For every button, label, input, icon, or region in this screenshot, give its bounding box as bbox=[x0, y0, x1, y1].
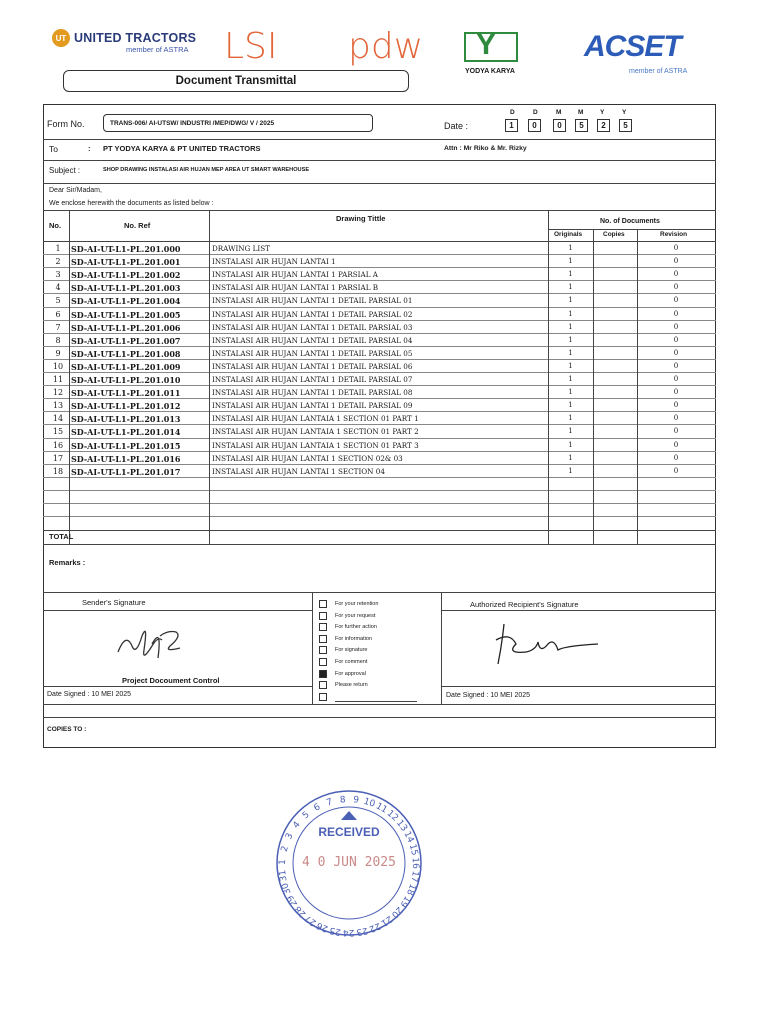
date-header-d2: D bbox=[533, 109, 538, 116]
row-drawing-title: INSTALASI AIR HUJAN LANTAI 1 SECTION 02& 03 bbox=[212, 453, 403, 463]
stamp-day-number: 21 bbox=[378, 913, 394, 928]
date-header-d1: D bbox=[510, 109, 515, 116]
stamp-day-number: 29 bbox=[285, 893, 301, 909]
stamp-day-number: 18 bbox=[404, 882, 418, 897]
sender-role: Project Docoument Control bbox=[122, 676, 220, 685]
to-value: PT YODYA KARYA & PT UNITED TRACTORS bbox=[103, 144, 261, 153]
recipient-signature-label: Authorized Recipient's Signature bbox=[470, 600, 579, 609]
stamp-day-number: 31 bbox=[277, 869, 290, 882]
document-title: Document Transmittal bbox=[63, 70, 409, 92]
acset-logo: ACSET bbox=[584, 30, 681, 63]
stamp-day-number: 8 bbox=[339, 795, 347, 806]
stamp-day-number: 6 bbox=[312, 802, 323, 814]
row-revision: 0 bbox=[673, 375, 679, 383]
sender-signature-label: Sender's Signature bbox=[82, 598, 146, 607]
ut-logo-icon: UT bbox=[52, 29, 70, 47]
row-revision: 0 bbox=[673, 309, 679, 318]
col-header-no: No. bbox=[49, 221, 62, 230]
date-header-y1: Y bbox=[600, 109, 605, 116]
row-drawing-title: INSTALASI AIR HUJAN LANTAIA 1 SECTION 01 PART 1 bbox=[212, 414, 419, 424]
row-ref: SD-AI-UT-L1-PL.201.009 bbox=[71, 361, 181, 372]
row-drawing-title: INSTALASI AIR HUJAN LANTAI 1 PARSIAL A bbox=[212, 270, 378, 280]
row-revision: 0 bbox=[673, 348, 679, 357]
row-ref: SD-AI-UT-L1-PL.201.003 bbox=[71, 283, 181, 294]
col-header-ref: No. Ref bbox=[124, 221, 151, 230]
row-originals: 1 bbox=[568, 361, 573, 370]
row-ref: SD-AI-UT-L1-PL.201.008 bbox=[71, 348, 181, 359]
row-number: 8 bbox=[55, 335, 61, 345]
subject-label: Subject : bbox=[49, 166, 81, 175]
row-drawing-title: INSTALASI AIR HUJAN LANTAI 1 DETAIL PARSIAL 04 bbox=[212, 335, 413, 345]
total-label: TOTAL bbox=[49, 532, 74, 541]
row-revision: 0 bbox=[673, 270, 679, 279]
row-number: 15 bbox=[52, 427, 64, 437]
to-colon: : bbox=[88, 144, 91, 153]
row-number: 7 bbox=[55, 322, 61, 332]
col-header-revision: Revision bbox=[660, 231, 688, 238]
row-drawing-title: INSTALASI AIR HUJAN LANTAI 1 DETAIL PARSIAL 09 bbox=[212, 401, 413, 411]
checkbox-1[interactable] bbox=[319, 612, 327, 620]
row-originals: 1 bbox=[568, 414, 573, 423]
stamp-date-text: 4 0 JUN 2025 bbox=[302, 855, 396, 870]
to-label: To bbox=[49, 144, 58, 154]
checkbox-label: For your retention bbox=[335, 601, 379, 607]
stamp-day-number: 28 bbox=[293, 903, 309, 919]
row-ref: SD-AI-UT-L1-PL.201.002 bbox=[71, 270, 181, 281]
form-no-label: Form No. bbox=[47, 119, 85, 129]
row-drawing-title: INSTALASI AIR HUJAN LANTAI 1 bbox=[212, 257, 336, 267]
row-revision: 0 bbox=[673, 322, 679, 331]
row-ref: SD-AI-UT-L1-PL.201.001 bbox=[71, 257, 181, 268]
row-revision: 0 bbox=[673, 414, 679, 423]
checkbox-7[interactable] bbox=[319, 681, 327, 689]
date-header-m2: M bbox=[578, 109, 584, 116]
row-originals: 1 bbox=[568, 257, 573, 266]
remarks-label: Remarks : bbox=[49, 558, 86, 567]
checkbox-3[interactable] bbox=[319, 635, 327, 643]
row-revision: 0 bbox=[673, 388, 679, 397]
row-originals: 1 bbox=[568, 348, 573, 357]
date-digit-6: 5 bbox=[619, 119, 632, 132]
row-drawing-title: INSTALASI AIR HUJAN LANTAI 1 DETAIL PARSIAL 07 bbox=[212, 375, 413, 384]
row-originals: 1 bbox=[568, 335, 573, 344]
handwritten-mark-1: LSI bbox=[224, 26, 278, 67]
stamp-day-number: 9 bbox=[352, 795, 360, 806]
checkbox-label: For further action bbox=[335, 624, 377, 631]
row-drawing-title: INSTALASI AIR HUJAN LANTAI 1 DETAIL PARSIAL 05 bbox=[212, 348, 413, 358]
row-revision: 0 bbox=[673, 257, 679, 266]
checkbox-8[interactable] bbox=[319, 693, 327, 701]
date-label: Date : bbox=[444, 121, 469, 131]
row-number: 17 bbox=[52, 453, 64, 463]
row-originals: 1 bbox=[568, 427, 573, 436]
row-drawing-title: INSTALASI AIR HUJAN LANTAI 1 DETAIL PARSIAL 03 bbox=[212, 322, 413, 332]
row-drawing-title: INSTALASI AIR HUJAN LANTAI 1 DETAIL PARSIAL 01 bbox=[212, 296, 413, 306]
stamp-day-number: 19 bbox=[397, 893, 413, 909]
row-ref: SD-AI-UT-L1-PL.201.010 bbox=[71, 375, 181, 385]
recipient-date: Date Signed : 10 MEI 2025 bbox=[446, 692, 531, 699]
row-originals: 1 bbox=[568, 401, 573, 410]
row-revision: 0 bbox=[673, 466, 679, 475]
date-digit-1: 1 bbox=[505, 119, 518, 132]
company-name: UNITED TRACTORS bbox=[74, 31, 197, 45]
row-number: 18 bbox=[52, 466, 64, 476]
row-drawing-title: INSTALASI AIR HUJAN LANTAI 1 SECTION 04 bbox=[212, 466, 385, 476]
date-digit-2: 0 bbox=[528, 119, 541, 132]
row-drawing-title: INSTALASI AIR HUJAN LANTAI 1 PARSIAL B bbox=[212, 283, 379, 293]
row-originals: 1 bbox=[568, 283, 573, 292]
row-ref: SD-AI-UT-L1-PL.201.006 bbox=[71, 322, 181, 333]
checkbox-label: For information bbox=[335, 635, 372, 642]
row-revision: 0 bbox=[673, 453, 679, 462]
yodya-karya-logo-icon: Y bbox=[476, 28, 497, 61]
stamp-day-number: 24 bbox=[342, 926, 355, 938]
row-drawing-title: INSTALASI AIR HUJAN LANTAIA 1 SECTION 01 PART 3 bbox=[212, 440, 419, 450]
date-digit-5: 2 bbox=[597, 119, 610, 132]
row-ref: SD-AI-UT-L1-PL.201.015 bbox=[71, 440, 181, 451]
intro-text: We enclose herewith the documents as listed below : bbox=[49, 200, 214, 207]
row-number: 16 bbox=[52, 440, 64, 450]
row-ref: SD-AI-UT-L1-PL.201.017 bbox=[71, 466, 181, 477]
stamp-received-text: RECEIVED bbox=[318, 825, 380, 839]
stamp-day-number: 10 bbox=[362, 796, 377, 810]
stamp-day-number: 30 bbox=[280, 881, 294, 896]
row-originals: 1 bbox=[568, 440, 573, 449]
recipient-signature bbox=[492, 618, 612, 670]
stamp-day-number: 12 bbox=[384, 808, 400, 824]
row-number: 12 bbox=[52, 388, 64, 398]
row-revision: 0 bbox=[673, 283, 679, 292]
checkbox-5[interactable] bbox=[319, 658, 327, 666]
checkbox-label: For approval bbox=[335, 670, 366, 677]
row-ref: SD-AI-UT-L1-PL.201.013 bbox=[71, 414, 181, 425]
row-originals: 1 bbox=[568, 270, 573, 279]
stamp-day-number: 5 bbox=[300, 810, 312, 822]
greeting: Dear Sir/Madam, bbox=[49, 187, 102, 194]
row-revision: 0 bbox=[673, 244, 679, 252]
col-header-docs: No. of Documents bbox=[600, 218, 660, 225]
stamp-day-number: 4 bbox=[291, 819, 303, 831]
row-number: 4 bbox=[55, 283, 61, 293]
row-number: 6 bbox=[55, 309, 61, 319]
stamp-day-number: 3 bbox=[284, 831, 296, 842]
sender-date: Date Signed : 10 MEI 2025 bbox=[47, 691, 132, 698]
row-number: 9 bbox=[55, 348, 61, 358]
row-number: 5 bbox=[55, 296, 61, 306]
row-originals: 1 bbox=[568, 466, 573, 475]
stamp-day-number: 15 bbox=[406, 843, 420, 857]
date-digit-4: 5 bbox=[575, 119, 588, 132]
form-no-field: TRANS-006/ AI-UTSW/ INDUSTRI /MEP/DWG/ V / 2025 bbox=[103, 114, 373, 132]
row-number: 13 bbox=[52, 401, 64, 411]
checkbox-4[interactable] bbox=[319, 646, 327, 654]
checkbox-0[interactable] bbox=[319, 600, 327, 608]
stamp-day-number: 23 bbox=[355, 924, 369, 937]
date-header-y2: Y bbox=[622, 109, 627, 116]
row-drawing-title: DRAWING LIST bbox=[212, 244, 270, 253]
stamp-day-number: 17 bbox=[408, 869, 421, 883]
handwritten-mark-2: pdw bbox=[348, 26, 424, 67]
row-originals: 1 bbox=[568, 388, 573, 397]
row-ref: SD-AI-UT-L1-PL.201.014 bbox=[71, 427, 181, 438]
checkbox-label: Please return bbox=[335, 682, 368, 689]
row-ref: SD-AI-UT-L1-PL.201.016 bbox=[71, 453, 181, 464]
row-revision: 0 bbox=[673, 361, 679, 370]
row-originals: 1 bbox=[568, 309, 573, 318]
row-ref: SD-AI-UT-L1-PL.201.000 bbox=[71, 244, 181, 254]
stamp-day-number: 26 bbox=[315, 919, 330, 934]
stamp-day-number: 22 bbox=[367, 920, 382, 934]
attn-value: Attn : Mr Riko & Mr. Rizky bbox=[444, 145, 527, 152]
row-originals: 1 bbox=[568, 453, 573, 462]
row-revision: 0 bbox=[673, 401, 679, 410]
stamp-day-number: 11 bbox=[373, 801, 389, 816]
row-originals: 1 bbox=[568, 322, 573, 331]
stamp-day-number: 1 bbox=[277, 859, 289, 866]
col-header-originals: Originals bbox=[554, 231, 583, 238]
checkbox-label bbox=[335, 694, 417, 702]
subject-value: SHOP DRAWING INSTALASI AIR HUJAN MEP AREA UT SMART WAREHOUSE bbox=[103, 167, 310, 173]
stamp-day-number: 7 bbox=[325, 797, 334, 809]
row-drawing-title: INSTALASI AIR HUJAN LANTAI 1 DETAIL PARSIAL 06 bbox=[212, 361, 413, 371]
partner-name: YODYA KARYA bbox=[465, 68, 515, 75]
row-number: 3 bbox=[55, 270, 61, 280]
row-number: 1 bbox=[55, 244, 61, 253]
stamp-day-number: 25 bbox=[328, 924, 342, 937]
copies-to-label: COPIES TO : bbox=[47, 726, 87, 733]
row-revision: 0 bbox=[673, 335, 679, 344]
row-drawing-title: INSTALASI AIR HUJAN LANTAI 1 DETAIL PARSIAL 08 bbox=[212, 388, 413, 398]
row-ref: SD-AI-UT-L1-PL.201.005 bbox=[71, 309, 181, 320]
received-stamp bbox=[274, 788, 424, 938]
acset-sub: member of ASTRA bbox=[629, 68, 688, 75]
stamp-day-number: 13 bbox=[394, 818, 409, 834]
row-revision: 0 bbox=[673, 427, 679, 436]
checkbox-2[interactable] bbox=[319, 623, 327, 631]
row-ref: SD-AI-UT-L1-PL.201.007 bbox=[71, 335, 181, 346]
row-revision: 0 bbox=[673, 440, 679, 449]
date-digit-3: 0 bbox=[553, 119, 566, 132]
row-drawing-title: INSTALASI AIR HUJAN LANTAI 1 DETAIL PARSIAL 02 bbox=[212, 309, 413, 319]
checkbox-label: For your request bbox=[335, 612, 376, 619]
col-header-copies: Copies bbox=[603, 231, 625, 238]
row-number: 10 bbox=[52, 361, 64, 371]
stamp-day-number: 14 bbox=[401, 830, 416, 845]
checkbox-label: For signature bbox=[335, 647, 368, 654]
row-ref: SD-AI-UT-L1-PL.201.004 bbox=[71, 296, 181, 307]
row-number: 2 bbox=[55, 257, 61, 267]
stamp-day-number: 2 bbox=[279, 844, 291, 854]
sender-signature bbox=[112, 616, 202, 672]
row-originals: 1 bbox=[568, 375, 573, 383]
row-revision: 0 bbox=[673, 296, 679, 305]
row-ref: SD-AI-UT-L1-PL.201.011 bbox=[71, 388, 181, 399]
company-sub: member of ASTRA bbox=[126, 45, 189, 54]
row-number: 14 bbox=[52, 414, 64, 424]
row-originals: 1 bbox=[568, 296, 573, 305]
stamp-day-number: 16 bbox=[409, 857, 421, 870]
row-drawing-title: INSTALASI AIR HUJAN LANTAIA 1 SECTION 01 PART 2 bbox=[212, 427, 419, 437]
date-header-m1: M bbox=[556, 109, 562, 116]
row-originals: 1 bbox=[568, 244, 573, 252]
checkbox-6[interactable] bbox=[319, 670, 327, 678]
checkbox-label: For comment bbox=[335, 659, 368, 665]
row-number: 11 bbox=[52, 375, 64, 384]
row-ref: SD-AI-UT-L1-PL.201.012 bbox=[71, 401, 181, 412]
stamp-day-number: 20 bbox=[388, 904, 405, 920]
col-header-title: Drawing Tittle bbox=[336, 214, 386, 223]
stamp-day-number: 27 bbox=[303, 912, 319, 928]
